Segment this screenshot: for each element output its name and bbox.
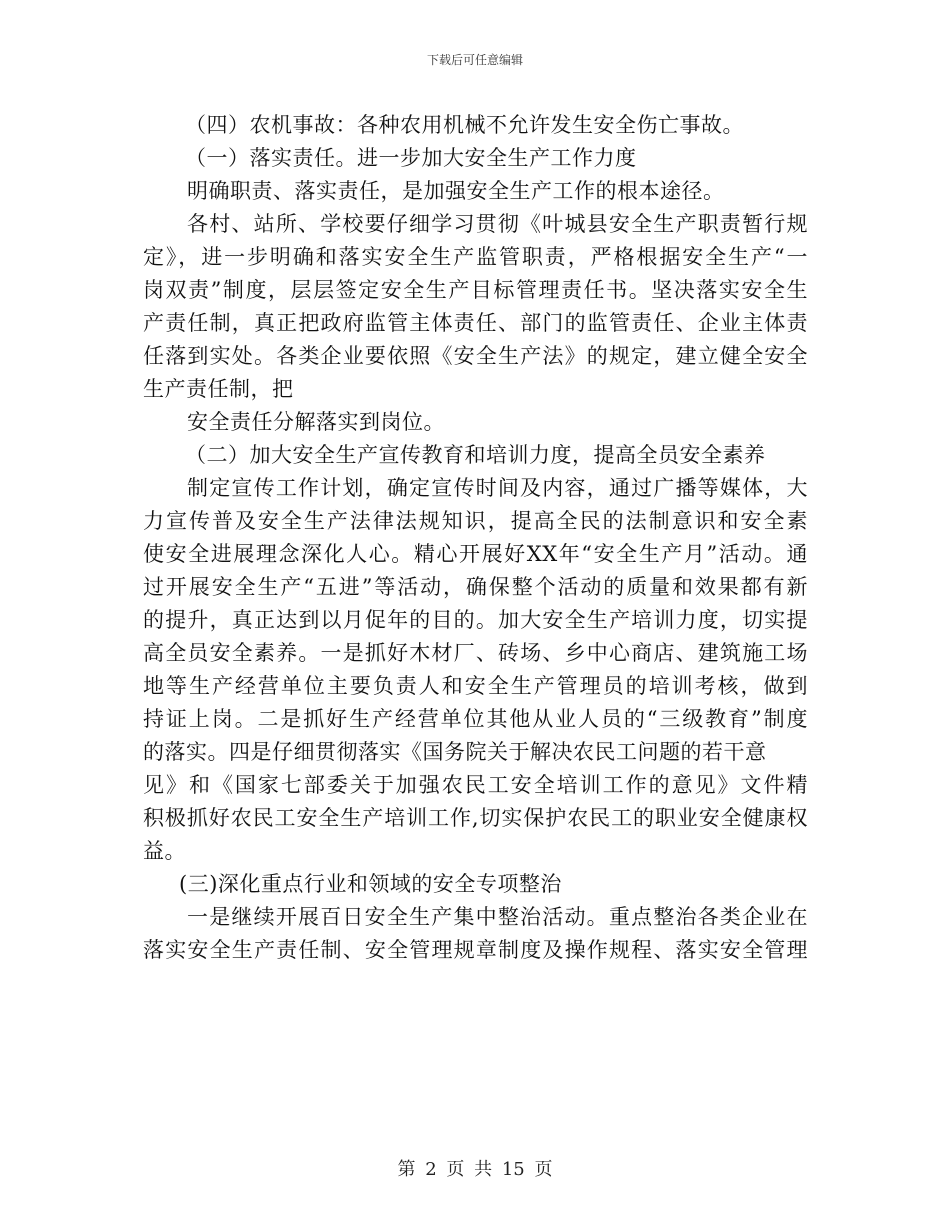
text-line: 积极抓好农民工安全生产培训工作,切实保护农民工的职业安全健康权 — [143, 806, 808, 830]
text-line: 见》和《国家七部委关于加强农民工安全培训工作的意见》文件精 — [143, 773, 808, 797]
text-line: 安全责任分解落实到岗位。 — [187, 410, 445, 434]
text-line: 过开展安全生产“五进”等活动，确保整个活动的质量和效果都有新 — [143, 575, 808, 599]
text-line: 力宣传普及安全生产法律法规知识，提高全民的法制意识和安全素 — [143, 509, 808, 533]
text-line: 高全员安全素养。一是抓好木材厂、砖场、乡中心商店、建筑施工场 — [143, 641, 808, 665]
text-line: 明确职责、落实责任，是加强安全生产工作的根本途径。 — [187, 179, 725, 203]
text-line: 定》，进一步明确和落实安全生产监管职责，严格根据安全生产“一 — [143, 245, 808, 269]
page-header: 下载后可任意编辑 — [426, 53, 523, 67]
text-line: (三)深化重点行业和领域的安全专项整治 — [179, 872, 562, 896]
text-line: 使安全进展理念深化人心。精心开展好XX年“安全生产月”活动。通 — [143, 542, 808, 566]
text-line: 益。 — [143, 839, 186, 863]
text-line: 的落实。四是仔细贯彻落实《国务院关于解决农民工问题的若干意 — [143, 740, 767, 764]
page-footer: 第 2 页 共 15 页 — [397, 1159, 553, 1180]
text-line: 岗双责”制度，层层签定安全生产目标管理责任书。坚决落实安全生 — [143, 278, 808, 302]
text-line: 地等生产经营单位主要负责人和安全生产管理员的培训考核，做到 — [143, 674, 808, 698]
text-line: 制定宣传工作计划，确定宣传时间及内容，通过广播等媒体，大 — [187, 476, 808, 500]
text-line: （二）加大安全生产宣传教育和培训力度，提高全员安全素养 — [185, 443, 766, 467]
text-line: 落实安全生产责任制、安全管理规章制度及操作规程、落实安全管理 — [143, 938, 808, 962]
document-body — [143, 109, 808, 967]
text-line: 产责任制，真正把政府监管主体责任、部门的监管责任、企业主体责 — [143, 311, 808, 335]
text-line: （一）落实责任。进一步加大安全生产工作力度 — [185, 146, 637, 170]
text-line: （四）农机事故：各种农用机械不允许发生安全伤亡事故。 — [185, 113, 744, 137]
text-line: 各村、站所、学校要仔细学习贯彻《叶城县安全生产职责暂行规 — [187, 212, 808, 236]
text-line: 的提升，真正达到以月促年的目的。加大安全生产培训力度，切实提 — [143, 608, 808, 632]
text-line: 一是继续开展百日安全生产集中整治活动。重点整治各类企业在 — [187, 905, 808, 929]
text-line: 生产责任制，把 — [143, 377, 294, 401]
text-line: 持证上岗。二是抓好生产经营单位其他从业人员的“三级教育”制度 — [143, 707, 808, 731]
text-line: 任落到实处。各类企业要依照《安全生产法》的规定，建立健全安全 — [143, 344, 808, 368]
